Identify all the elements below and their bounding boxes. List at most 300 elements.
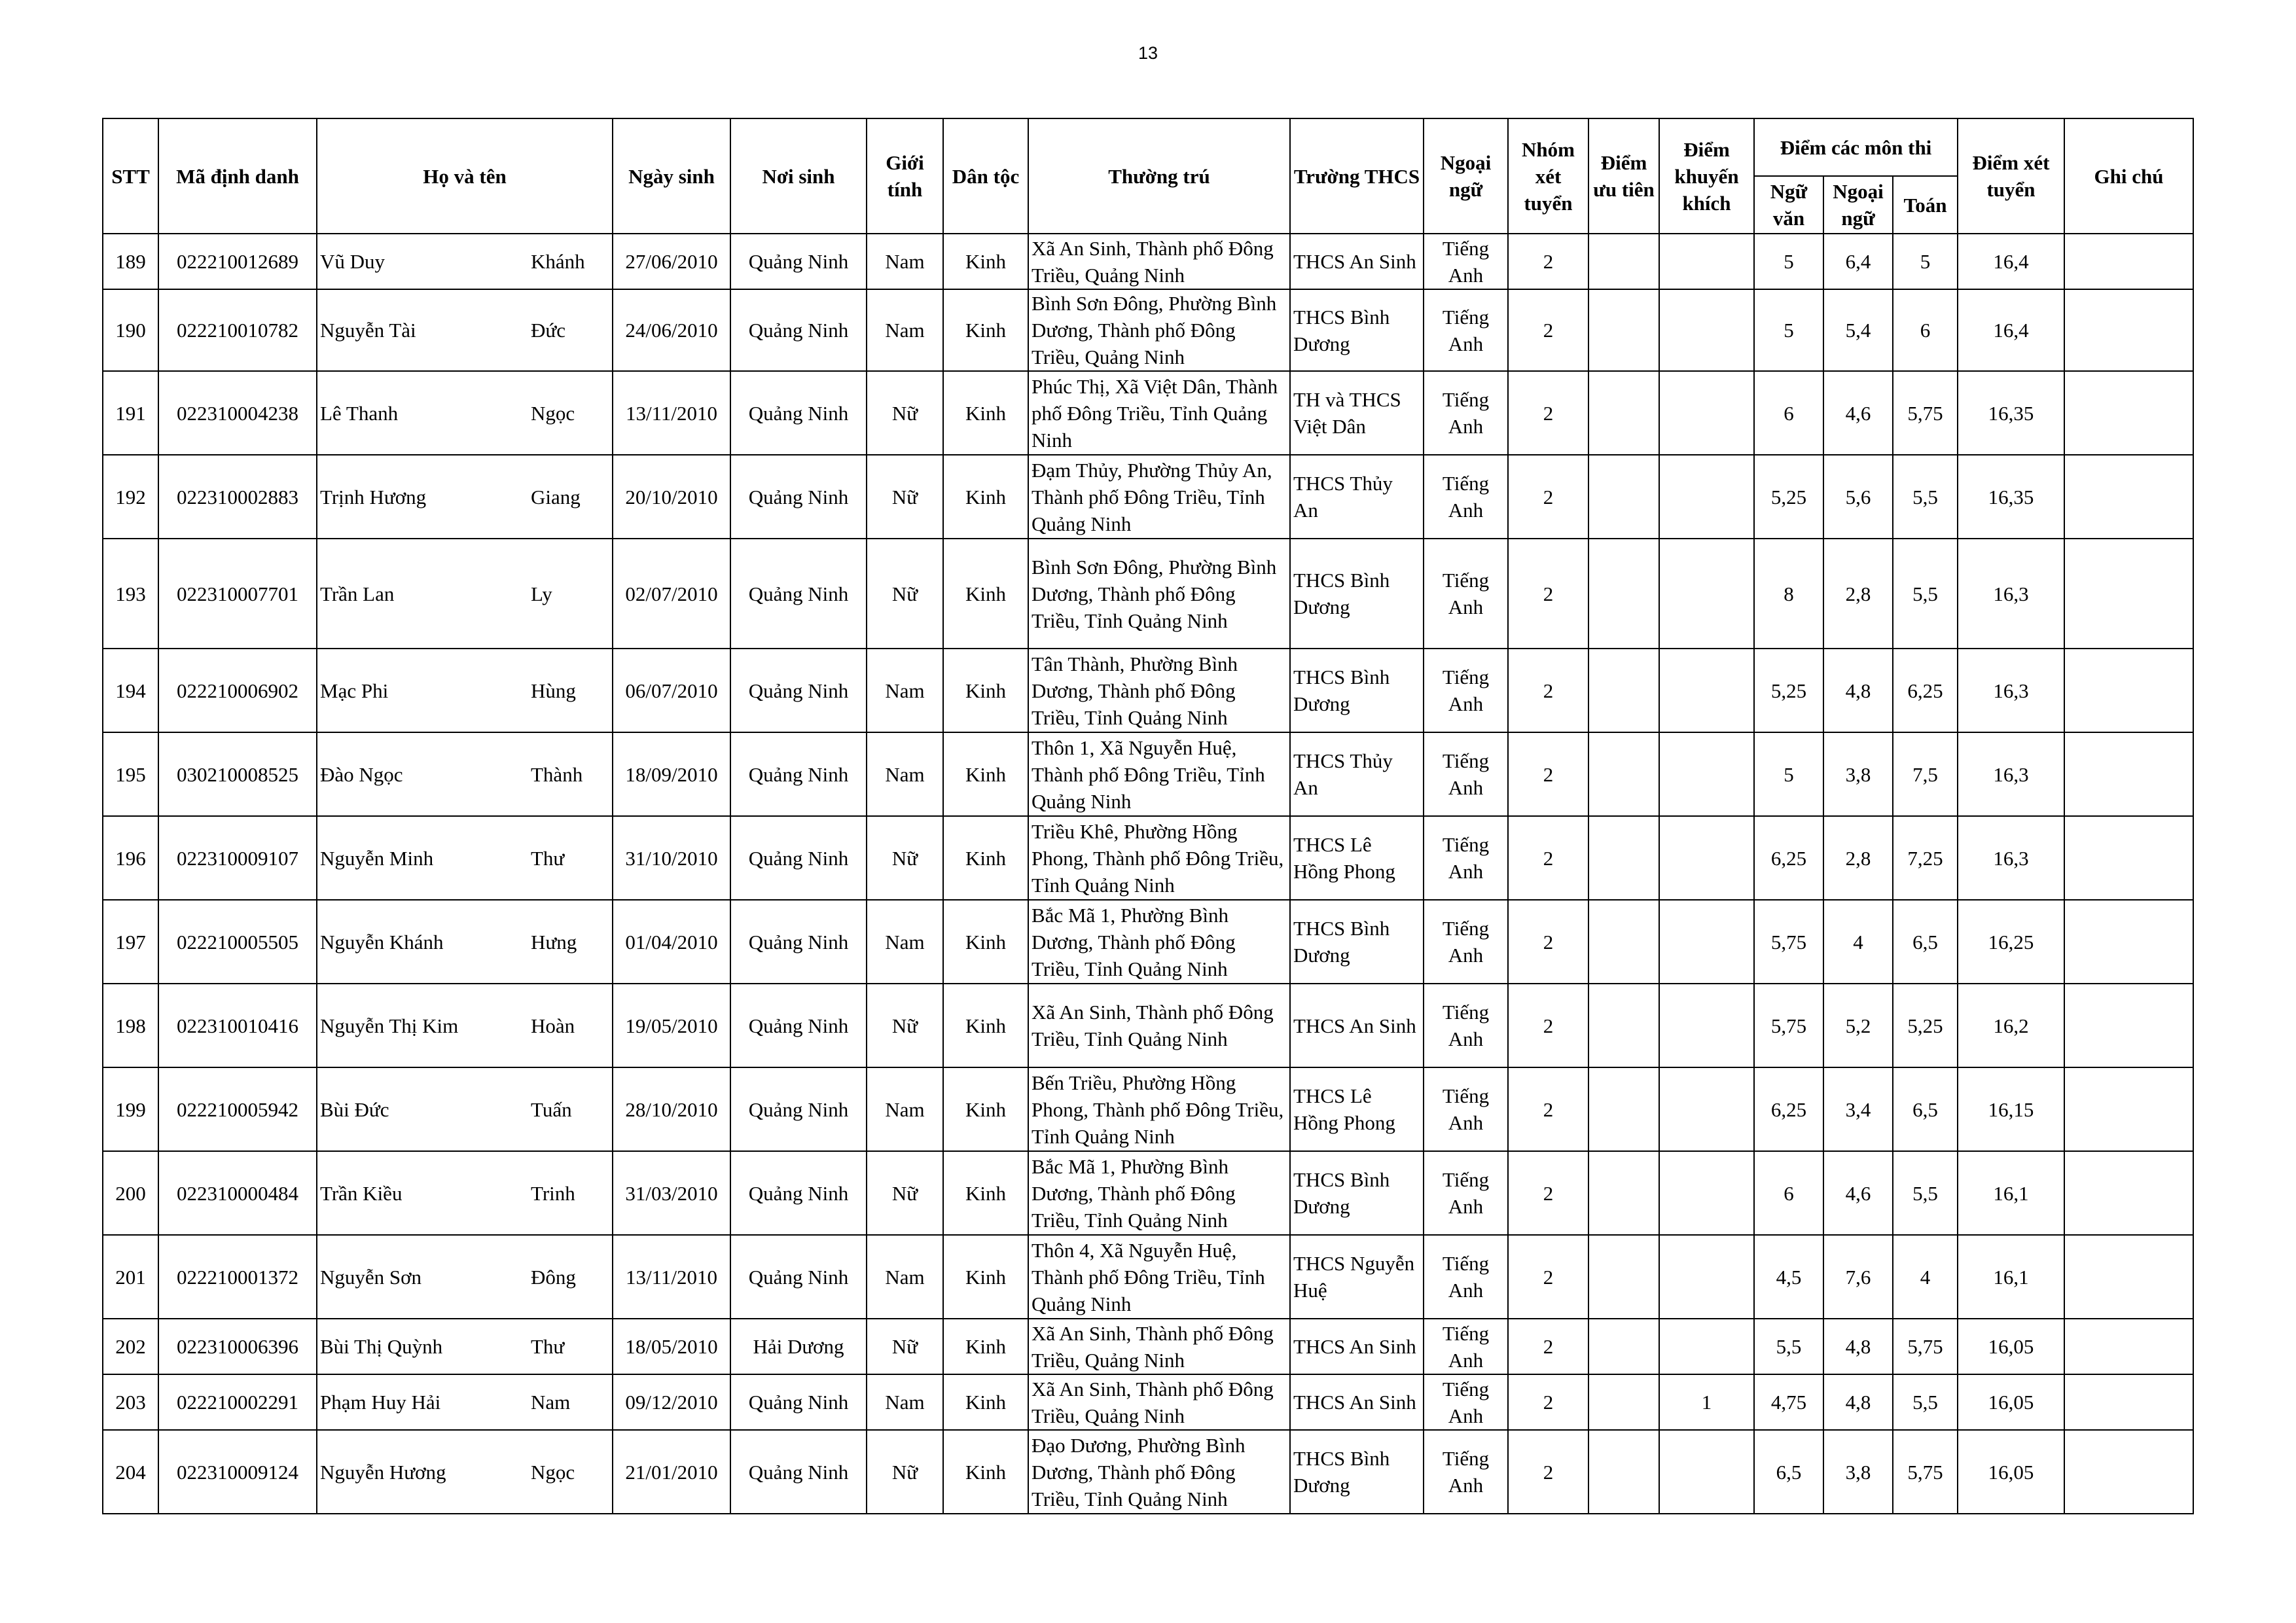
cell-language: Tiếng Anh: [1424, 1430, 1508, 1514]
cell-bonus: 1: [1659, 1374, 1754, 1430]
given-name: Ly: [531, 582, 552, 605]
cell-residence: Thôn 4, Xã Nguyễn Huệ, Thành phố Đông Triều, Tỉnh Quảng Ninh: [1028, 1235, 1290, 1319]
cell-group: 2: [1508, 816, 1588, 900]
cell-residence: Xã An Sinh, Thành phố Đông Triều, Quảng Ninh: [1028, 234, 1290, 289]
cell-school: THCS Lê Hồng Phong: [1290, 816, 1424, 900]
cell-math: 5: [1893, 234, 1958, 289]
cell-birthplace: Quảng Ninh: [730, 1151, 867, 1235]
surname: Nguyễn Khánh: [320, 930, 444, 954]
table-row: [103, 455, 2193, 539]
header-math: Toán: [1893, 176, 1958, 234]
cell-id: 022310009124: [158, 1430, 317, 1514]
table-row: [103, 539, 2193, 649]
cell-gender: Nam: [867, 1067, 943, 1151]
cell-dob: 06/07/2010: [613, 649, 730, 732]
cell-id: 022210005942: [158, 1067, 317, 1151]
surname: Lê Thanh: [320, 401, 399, 425]
cell-foreign: 4: [1823, 900, 1893, 984]
cell-stt: 195: [103, 732, 158, 816]
cell-math: 5,75: [1893, 1319, 1958, 1374]
surname: Nguyễn Minh: [320, 846, 434, 870]
cell-literature: 6,5: [1754, 1430, 1823, 1514]
surname: Nguyễn Tài: [320, 319, 416, 342]
cell-school: THCS An Sinh: [1290, 234, 1424, 289]
header-school: Trường THCS: [1290, 118, 1424, 234]
cell-literature: 5: [1754, 234, 1823, 289]
cell-dob: 02/07/2010: [613, 539, 730, 649]
cell-id: 022210002291: [158, 1374, 317, 1430]
surname: Nguyễn Sơn: [320, 1265, 422, 1289]
cell-language: Tiếng Anh: [1424, 371, 1508, 455]
cell-id: 030210008525: [158, 732, 317, 816]
cell-residence: Bắc Mã 1, Phường Bình Dương, Thành phố Đông Triều, Tỉnh Quảng Ninh: [1028, 900, 1290, 984]
cell-residence: Bắc Mã 1, Phường Bình Dương, Thành phố Đông Triều, Tỉnh Quảng Ninh: [1028, 1151, 1290, 1235]
cell-name: [317, 1151, 613, 1235]
cell-literature: 6,25: [1754, 816, 1823, 900]
cell-birthplace: Quảng Ninh: [730, 732, 867, 816]
cell-group: 2: [1508, 371, 1588, 455]
cell-dob: 01/04/2010: [613, 900, 730, 984]
given-name: Đông: [531, 1265, 576, 1289]
cell-id: 022310007701: [158, 539, 317, 649]
cell-stt: 190: [103, 289, 158, 371]
cell-math: 6,25: [1893, 649, 1958, 732]
cell-birthplace: Quảng Ninh: [730, 1235, 867, 1319]
cell-gender: Nữ: [867, 371, 943, 455]
table-row: [103, 371, 2193, 455]
surname: Đào Ngọc: [320, 762, 403, 786]
header-priority: Điểm ưu tiên: [1588, 118, 1659, 234]
cell-stt: 192: [103, 455, 158, 539]
cell-school: THCS Lê Hồng Phong: [1290, 1067, 1424, 1151]
table-row: [103, 649, 2193, 732]
cell-note: [2064, 1430, 2193, 1514]
given-name: Tuấn: [531, 1097, 572, 1121]
cell-priority: [1588, 1067, 1659, 1151]
page-number: 13: [1138, 43, 1158, 63]
cell-residence: Thôn 1, Xã Nguyễn Huệ, Thành phố Đông Triều, Tỉnh Quảng Ninh: [1028, 732, 1290, 816]
cell-residence: Xã An Sinh, Thành phố Đông Triều, Quảng Ninh: [1028, 1319, 1290, 1374]
cell-gender: Nam: [867, 234, 943, 289]
header-birthplace: Nơi sinh: [730, 118, 867, 234]
cell-school: THCS Bình Dương: [1290, 539, 1424, 649]
given-name: Giang: [531, 485, 581, 508]
cell-group: 2: [1508, 455, 1588, 539]
cell-literature: 5,25: [1754, 455, 1823, 539]
surname: Phạm Huy Hải: [320, 1391, 441, 1414]
cell-group: 2: [1508, 732, 1588, 816]
cell-dob: 20/10/2010: [613, 455, 730, 539]
cell-language: Tiếng Anh: [1424, 1319, 1508, 1374]
cell-foreign: 4,8: [1823, 1374, 1893, 1430]
cell-id: 022210010782: [158, 289, 317, 371]
cell-residence: Đạo Dương, Phường Bình Dương, Thành phố Đông Triều, Tỉnh Quảng Ninh: [1028, 1430, 1290, 1514]
cell-total: 16,2: [1958, 984, 2064, 1067]
cell-literature: 5,25: [1754, 649, 1823, 732]
cell-language: Tiếng Anh: [1424, 900, 1508, 984]
cell-group: 2: [1508, 1067, 1588, 1151]
table-body: [103, 234, 2193, 1514]
cell-foreign: 5,4: [1823, 289, 1893, 371]
cell-residence: Tân Thành, Phường Bình Dương, Thành phố Đông Triều, Tỉnh Quảng Ninh: [1028, 649, 1290, 732]
cell-bonus: [1659, 984, 1754, 1067]
cell-dob: 24/06/2010: [613, 289, 730, 371]
cell-literature: 5: [1754, 732, 1823, 816]
header-group: Nhóm xét tuyển: [1508, 118, 1588, 234]
cell-language: Tiếng Anh: [1424, 234, 1508, 289]
cell-bonus: [1659, 1235, 1754, 1319]
cell-priority: [1588, 234, 1659, 289]
cell-group: 2: [1508, 649, 1588, 732]
cell-language: Tiếng Anh: [1424, 649, 1508, 732]
cell-residence: Xã An Sinh, Thành phố Đông Triều, Tỉnh Quảng Ninh: [1028, 984, 1290, 1067]
cell-note: [2064, 1319, 2193, 1374]
cell-gender: Nữ: [867, 539, 943, 649]
cell-residence: Triều Khê, Phường Hồng Phong, Thành phố Đông Triều, Tỉnh Quảng Ninh: [1028, 816, 1290, 900]
table-row: [103, 234, 2193, 289]
given-name: Thư: [531, 1335, 565, 1358]
cell-bonus: [1659, 732, 1754, 816]
given-name: Khánh: [531, 250, 585, 273]
cell-priority: [1588, 1151, 1659, 1235]
cell-total: 16,4: [1958, 234, 2064, 289]
table-row: [103, 1067, 2193, 1151]
cell-note: [2064, 1235, 2193, 1319]
cell-literature: 5,75: [1754, 984, 1823, 1067]
cell-name: [317, 1374, 613, 1430]
cell-note: [2064, 289, 2193, 371]
cell-stt: 196: [103, 816, 158, 900]
cell-total: 16,3: [1958, 816, 2064, 900]
cell-bonus: [1659, 900, 1754, 984]
cell-id: 022210005505: [158, 900, 317, 984]
table-row: [103, 732, 2193, 816]
cell-group: 2: [1508, 1319, 1588, 1374]
given-name: Hưng: [531, 930, 577, 954]
cell-priority: [1588, 539, 1659, 649]
cell-total: 16,05: [1958, 1430, 2064, 1514]
cell-name: [317, 1235, 613, 1319]
cell-ethnicity: Kinh: [943, 234, 1028, 289]
cell-language: Tiếng Anh: [1424, 289, 1508, 371]
cell-math: 5,25: [1893, 984, 1958, 1067]
header-language: Ngoại ngữ: [1424, 118, 1508, 234]
cell-birthplace: Quảng Ninh: [730, 539, 867, 649]
cell-gender: Nam: [867, 900, 943, 984]
cell-language: Tiếng Anh: [1424, 539, 1508, 649]
cell-dob: 31/03/2010: [613, 1151, 730, 1235]
cell-math: 5,75: [1893, 1430, 1958, 1514]
header-dob: Ngày sinh: [613, 118, 730, 234]
cell-id: 022210012689: [158, 234, 317, 289]
cell-birthplace: Quảng Ninh: [730, 816, 867, 900]
given-name: Ngọc: [531, 1460, 575, 1484]
cell-bonus: [1659, 1430, 1754, 1514]
cell-group: 2: [1508, 539, 1588, 649]
cell-math: 6,5: [1893, 900, 1958, 984]
table-row: [103, 1430, 2193, 1514]
cell-note: [2064, 1067, 2193, 1151]
cell-total: 16,15: [1958, 1067, 2064, 1151]
cell-group: 2: [1508, 1235, 1588, 1319]
cell-birthplace: Quảng Ninh: [730, 455, 867, 539]
cell-ethnicity: Kinh: [943, 649, 1028, 732]
cell-priority: [1588, 1374, 1659, 1430]
cell-literature: 4,75: [1754, 1374, 1823, 1430]
surname: Vũ Duy: [320, 250, 386, 273]
surname: Trần Lan: [320, 582, 395, 605]
cell-math: 5,5: [1893, 1374, 1958, 1430]
cell-language: Tiếng Anh: [1424, 1374, 1508, 1430]
given-name: Nam: [531, 1391, 571, 1414]
cell-priority: [1588, 1235, 1659, 1319]
cell-language: Tiếng Anh: [1424, 732, 1508, 816]
cell-dob: 27/06/2010: [613, 234, 730, 289]
cell-dob: 09/12/2010: [613, 1374, 730, 1430]
cell-birthplace: Quảng Ninh: [730, 234, 867, 289]
cell-total: 16,3: [1958, 649, 2064, 732]
cell-name: [317, 371, 613, 455]
cell-name: [317, 732, 613, 816]
cell-math: 4: [1893, 1235, 1958, 1319]
cell-literature: 6: [1754, 371, 1823, 455]
cell-group: 2: [1508, 1151, 1588, 1235]
cell-residence: Phúc Thị, Xã Việt Dân, Thành phố Đông Triều, Tỉnh Quảng Ninh: [1028, 371, 1290, 455]
cell-note: [2064, 455, 2193, 539]
cell-foreign: 5,2: [1823, 984, 1893, 1067]
cell-name: [317, 1430, 613, 1514]
cell-foreign: 7,6: [1823, 1235, 1893, 1319]
cell-foreign: 4,8: [1823, 1319, 1893, 1374]
cell-note: [2064, 984, 2193, 1067]
cell-note: [2064, 649, 2193, 732]
given-name: Thư: [531, 846, 565, 870]
cell-group: 2: [1508, 984, 1588, 1067]
cell-note: [2064, 1374, 2193, 1430]
cell-note: [2064, 371, 2193, 455]
cell-foreign: 4,8: [1823, 649, 1893, 732]
cell-stt: 201: [103, 1235, 158, 1319]
cell-stt: 191: [103, 371, 158, 455]
cell-foreign: 6,4: [1823, 234, 1893, 289]
given-name: Hùng: [531, 679, 576, 702]
header-name: Họ và tên: [317, 118, 613, 234]
cell-gender: Nam: [867, 649, 943, 732]
cell-ethnicity: Kinh: [943, 816, 1028, 900]
cell-literature: 5: [1754, 289, 1823, 371]
cell-school: THCS Bình Dương: [1290, 1430, 1424, 1514]
cell-birthplace: Quảng Ninh: [730, 649, 867, 732]
cell-priority: [1588, 649, 1659, 732]
cell-foreign: 3,8: [1823, 1430, 1893, 1514]
cell-bonus: [1659, 649, 1754, 732]
cell-bonus: [1659, 371, 1754, 455]
cell-school: THCS Bình Dương: [1290, 649, 1424, 732]
cell-gender: Nữ: [867, 984, 943, 1067]
table-row: [103, 1374, 2193, 1430]
header-literature: Ngữ văn: [1754, 176, 1823, 234]
table-row: [103, 816, 2193, 900]
cell-priority: [1588, 984, 1659, 1067]
cell-gender: Nam: [867, 289, 943, 371]
table-row: [103, 984, 2193, 1067]
cell-priority: [1588, 1319, 1659, 1374]
cell-school: TH và THCS Việt Dân: [1290, 371, 1424, 455]
cell-total: 16,35: [1958, 455, 2064, 539]
cell-priority: [1588, 371, 1659, 455]
cell-id: 022310010416: [158, 984, 317, 1067]
cell-birthplace: Quảng Ninh: [730, 984, 867, 1067]
header-gender: Giới tính: [867, 118, 943, 234]
cell-birthplace: Quảng Ninh: [730, 1067, 867, 1151]
cell-literature: 8: [1754, 539, 1823, 649]
cell-ethnicity: Kinh: [943, 1067, 1028, 1151]
cell-gender: Nam: [867, 732, 943, 816]
cell-group: 2: [1508, 289, 1588, 371]
cell-name: [317, 900, 613, 984]
cell-birthplace: Quảng Ninh: [730, 1374, 867, 1430]
surname: Mạc Phi: [320, 679, 389, 702]
cell-math: 5,75: [1893, 371, 1958, 455]
cell-birthplace: Quảng Ninh: [730, 1430, 867, 1514]
cell-bonus: [1659, 234, 1754, 289]
cell-stt: 204: [103, 1430, 158, 1514]
cell-dob: 28/10/2010: [613, 1067, 730, 1151]
cell-note: [2064, 816, 2193, 900]
cell-bonus: [1659, 1151, 1754, 1235]
cell-bonus: [1659, 816, 1754, 900]
cell-group: 2: [1508, 234, 1588, 289]
cell-residence: Bến Triều, Phường Hồng Phong, Thành phố Đông Triều, Tỉnh Quảng Ninh: [1028, 1067, 1290, 1151]
cell-stt: 193: [103, 539, 158, 649]
cell-math: 7,5: [1893, 732, 1958, 816]
cell-residence: Xã An Sinh, Thành phố Đông Triều, Quảng Ninh: [1028, 1374, 1290, 1430]
cell-language: Tiếng Anh: [1424, 1151, 1508, 1235]
cell-total: 16,05: [1958, 1319, 2064, 1374]
header-foreign: Ngoại ngữ: [1823, 176, 1893, 234]
cell-priority: [1588, 455, 1659, 539]
header-stt: STT: [103, 118, 158, 234]
cell-group: 2: [1508, 1430, 1588, 1514]
cell-foreign: 3,4: [1823, 1067, 1893, 1151]
cell-stt: 189: [103, 234, 158, 289]
cell-gender: Nữ: [867, 816, 943, 900]
cell-id: 022310000484: [158, 1151, 317, 1235]
cell-note: [2064, 539, 2193, 649]
cell-literature: 5,5: [1754, 1319, 1823, 1374]
cell-gender: Nữ: [867, 455, 943, 539]
given-name: Hoàn: [531, 1014, 575, 1037]
cell-math: 6,5: [1893, 1067, 1958, 1151]
cell-total: 16,05: [1958, 1374, 2064, 1430]
cell-ethnicity: Kinh: [943, 900, 1028, 984]
cell-group: 2: [1508, 1374, 1588, 1430]
cell-priority: [1588, 816, 1659, 900]
table-row: [103, 1235, 2193, 1319]
cell-name: [317, 455, 613, 539]
cell-stt: 199: [103, 1067, 158, 1151]
given-name: Đức: [531, 319, 565, 342]
given-name: Ngọc: [531, 401, 575, 425]
cell-residence: Bình Sơn Đông, Phường Bình Dương, Thành phố Đông Triều, Quảng Ninh: [1028, 289, 1290, 371]
cell-residence: Đạm Thủy, Phường Thủy An, Thành phố Đông Triều, Tỉnh Quảng Ninh: [1028, 455, 1290, 539]
cell-school: THCS Bình Dương: [1290, 1151, 1424, 1235]
cell-foreign: 2,8: [1823, 816, 1893, 900]
cell-foreign: 3,8: [1823, 732, 1893, 816]
cell-stt: 202: [103, 1319, 158, 1374]
cell-school: THCS Bình Dương: [1290, 900, 1424, 984]
cell-foreign: 4,6: [1823, 1151, 1893, 1235]
cell-stt: 203: [103, 1374, 158, 1430]
cell-gender: Nam: [867, 1374, 943, 1430]
table-row: [103, 289, 2193, 371]
cell-school: THCS Thủy An: [1290, 455, 1424, 539]
cell-bonus: [1659, 539, 1754, 649]
cell-ethnicity: Kinh: [943, 455, 1028, 539]
cell-dob: 19/05/2010: [613, 984, 730, 1067]
cell-ethnicity: Kinh: [943, 371, 1028, 455]
cell-note: [2064, 234, 2193, 289]
cell-name: [317, 234, 613, 289]
cell-bonus: [1659, 1319, 1754, 1374]
cell-gender: Nam: [867, 1235, 943, 1319]
cell-name: [317, 289, 613, 371]
cell-ethnicity: Kinh: [943, 539, 1028, 649]
cell-note: [2064, 1151, 2193, 1235]
header-bonus: Điểm khuyến khích: [1659, 118, 1754, 234]
table-row: [103, 1151, 2193, 1235]
cell-ethnicity: Kinh: [943, 1430, 1028, 1514]
cell-language: Tiếng Anh: [1424, 984, 1508, 1067]
cell-total: 16,25: [1958, 900, 2064, 984]
cell-id: 022210001372: [158, 1235, 317, 1319]
header-note: Ghi chú: [2064, 118, 2193, 234]
results-table: [102, 118, 2194, 1514]
cell-note: [2064, 900, 2193, 984]
surname: Nguyễn Hương: [320, 1460, 446, 1484]
cell-ethnicity: Kinh: [943, 984, 1028, 1067]
cell-math: 7,25: [1893, 816, 1958, 900]
cell-id: 022310009107: [158, 816, 317, 900]
cell-literature: 6: [1754, 1151, 1823, 1235]
cell-name: [317, 1067, 613, 1151]
cell-dob: 21/01/2010: [613, 1430, 730, 1514]
header-subjects: Điểm các môn thi: [1754, 118, 1958, 176]
cell-language: Tiếng Anh: [1424, 1067, 1508, 1151]
cell-ethnicity: Kinh: [943, 1151, 1028, 1235]
cell-literature: 4,5: [1754, 1235, 1823, 1319]
cell-id: 022310002883: [158, 455, 317, 539]
cell-math: 5,5: [1893, 1151, 1958, 1235]
table-row: [103, 1319, 2193, 1374]
surname: Bùi Thị Quỳnh: [320, 1335, 443, 1358]
cell-ethnicity: Kinh: [943, 1235, 1028, 1319]
cell-school: THCS Nguyễn Huệ: [1290, 1235, 1424, 1319]
header-ethnicity: Dân tộc: [943, 118, 1028, 234]
surname: Bùi Đức: [320, 1097, 389, 1121]
cell-priority: [1588, 900, 1659, 984]
cell-stt: 198: [103, 984, 158, 1067]
cell-total: 16,1: [1958, 1235, 2064, 1319]
cell-ethnicity: Kinh: [943, 1319, 1028, 1374]
surname: Trịnh Hương: [320, 485, 427, 508]
cell-foreign: 2,8: [1823, 539, 1893, 649]
cell-math: 5,5: [1893, 455, 1958, 539]
header-total: Điểm xét tuyển: [1958, 118, 2064, 234]
cell-school: THCS An Sinh: [1290, 984, 1424, 1067]
cell-total: 16,4: [1958, 289, 2064, 371]
cell-gender: Nữ: [867, 1151, 943, 1235]
